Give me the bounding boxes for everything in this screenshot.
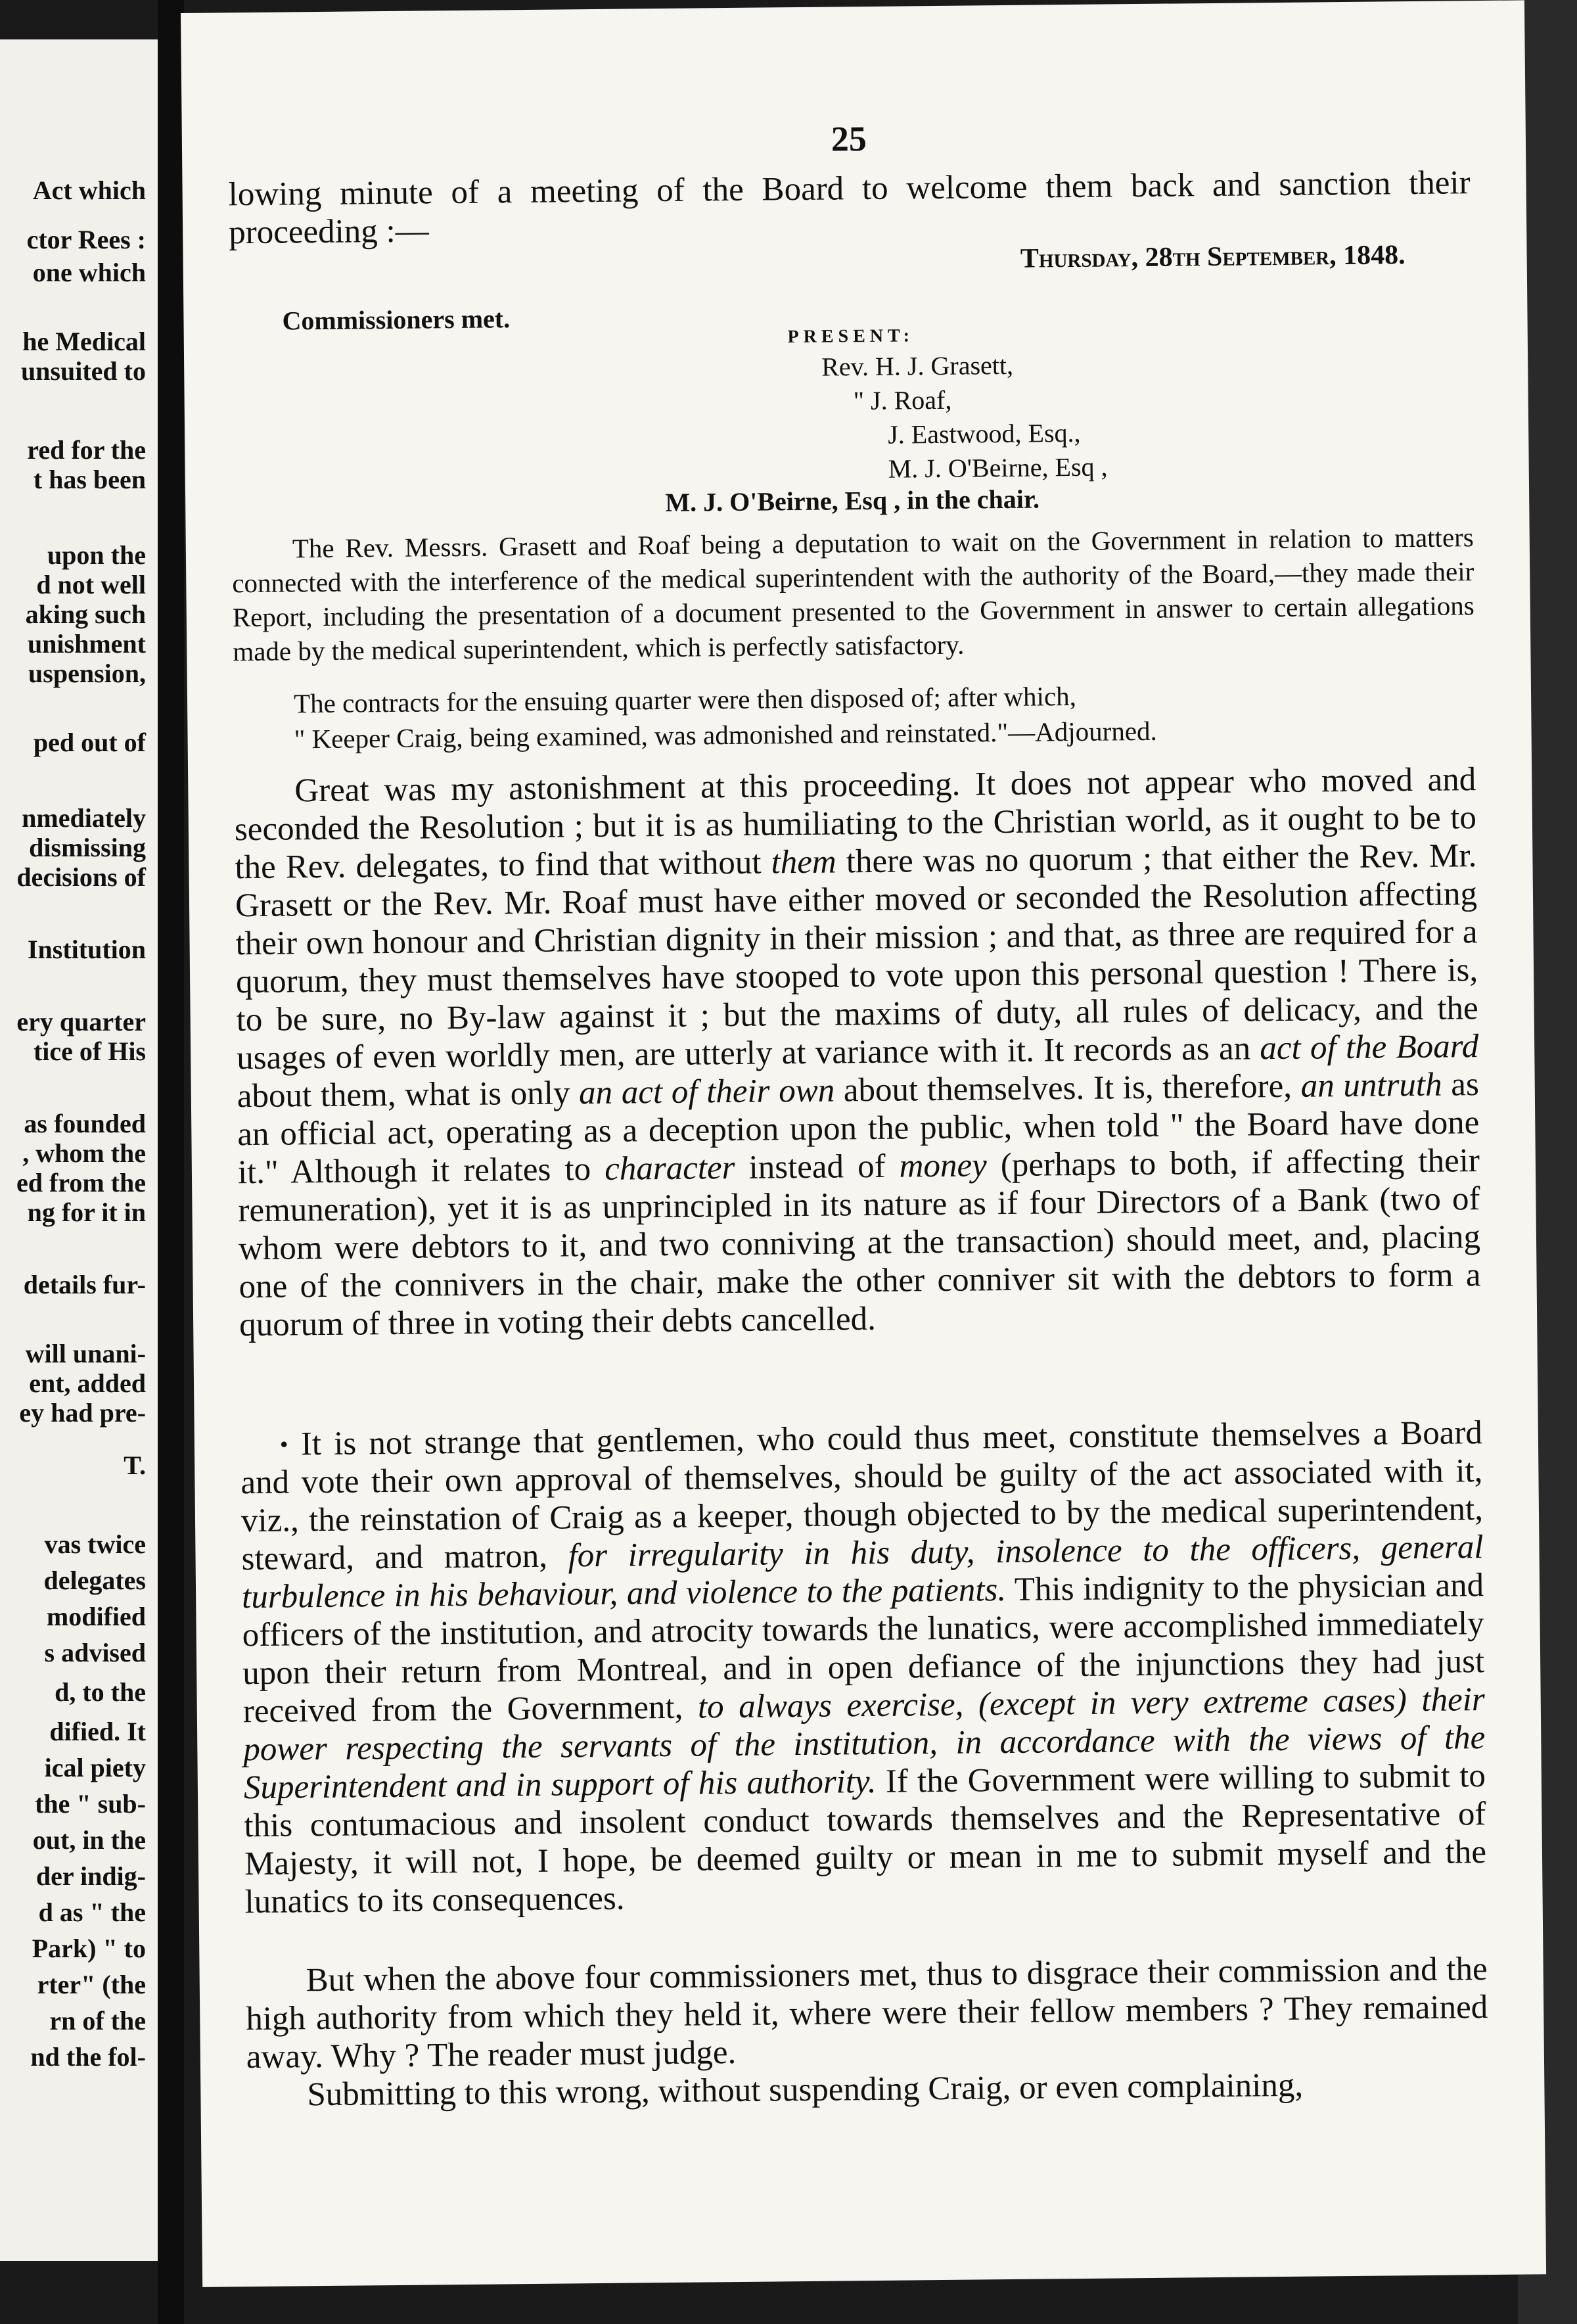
left-page-text-fragment: ent, added <box>29 1368 146 1398</box>
present-member: Rev. H. J. Grasett, <box>821 350 1014 382</box>
left-page-text-fragment: out, in the <box>32 1825 146 1855</box>
left-page-text-fragment: d not well <box>36 570 146 599</box>
present-list <box>821 348 1108 487</box>
left-page-text-fragment: Institution <box>27 935 146 964</box>
present-member: M. J. O'Beirne, Esq , <box>888 452 1108 484</box>
left-page-text-fragment: s advised <box>44 1638 146 1667</box>
left-page-text-fragment: dismissing <box>29 833 146 862</box>
left-page-text-fragment: modified <box>46 1602 146 1631</box>
left-page-text-fragment: ng for it in <box>27 1197 146 1227</box>
left-page-text-fragment: decisions of <box>16 862 146 892</box>
left-page-text-fragment: unsuited to <box>20 356 146 386</box>
left-page-text-fragment: one which <box>32 258 146 287</box>
left-page-text-fragment: nmediately <box>22 803 146 833</box>
left-page-text-fragment: tice of His <box>33 1036 146 1066</box>
present-member: J. Eastwood, Esq., <box>887 417 1081 450</box>
left-page-text-fragment: ical piety <box>44 1753 146 1782</box>
left-page-text-fragment: vas twice <box>44 1529 146 1559</box>
margin-mark: • <box>279 1431 288 1458</box>
left-page-text-fragment: , whom the <box>22 1138 146 1168</box>
left-page-text-fragment: Park) " to <box>32 1934 146 1963</box>
left-page-text-fragment: ery quarter <box>16 1007 146 1036</box>
left-page-text-fragment: red for the <box>27 435 146 465</box>
left-page-text-fragment: d as " the <box>38 1897 146 1927</box>
left-page-text-fragment: Act which <box>32 175 146 205</box>
present-member: " J. Roaf, <box>853 384 952 416</box>
book-gutter <box>158 0 184 2324</box>
page-number: 25 <box>831 118 867 159</box>
left-page-text-fragment: d, to the <box>55 1677 146 1707</box>
page-content <box>227 1 1488 2114</box>
left-page-text-fragment: nd the fol- <box>30 2042 146 2072</box>
left-page-text-fragment: ed from the <box>16 1168 146 1197</box>
left-page-text-fragment: t has been <box>33 465 146 494</box>
body-paragraph-2: • It is not strange that gentlemen, who could thus meet, constitute themselves a Board and vote their own approval of themselves, should be guilty of the act associated with it, viz., the reinstation of Craig as a keeper, though objected to by the medical superintendent, steward, and matron, for irregularity in his duty, insolence to the officers, general turbulence in his behaviour, and violence to the patients. This indignity to the physician and officers of the institution, and atrocity towards the lunatics, were accomplished immediately upon their return from Montreal, and in open defiance of the injunctions they had just received from the Government, to always exercise, (except in very extreme cases) their power respecting the servants of the institution, in accordance with the views of the Superintendent and in support of his authority. If the Government were willing to submit to this contumacious and insolent conduct towards themselves and the Representative of Majesty, it will not, I hope, be deemed guilty or mean in me to submit myself and the lunatics to its consequences. <box>240 1414 1487 1921</box>
minute-date: Thursday, 28th September, 1848. <box>1020 240 1406 274</box>
left-page-text-fragment: the " sub- <box>35 1789 146 1819</box>
book-page <box>181 0 1546 2287</box>
left-page-text-fragment: upon the <box>47 540 146 570</box>
left-page-text-fragment: uspension, <box>28 659 146 688</box>
chair-line: M. J. O'Beirne, Esq , in the chair. <box>665 484 1040 517</box>
commissioners-met: Commissioners met. <box>282 304 511 336</box>
left-page-text-fragment: ey had pre- <box>19 1398 146 1428</box>
left-page-text-fragment: as founded <box>24 1109 146 1138</box>
left-page-text-fragment: dified. It <box>49 1717 146 1746</box>
left-page-text-fragment: rter" (the <box>37 1970 146 1999</box>
minute-paragraph-1: The Rev. Messrs. Grasett and Roaf being a deputation to wait on the Government in relation to matters connected with the interference of the medical superintendent with the authority of the Board,—they made their Report, including the presentation of a document presented to the Government in answer to certain allegations made by the medical superintendent, which is perfectly satisfactory. <box>232 522 1474 667</box>
left-page-text-fragment: rn of the <box>49 2006 146 2035</box>
left-page-text-fragment: aking such <box>25 599 146 629</box>
left-page-text-fragment: T. <box>124 1451 146 1480</box>
left-page-text-fragment: ctor Rees : <box>26 225 146 254</box>
body-paragraph-4: Submitting to this wrong, without suspending Craig, or even complaining, <box>307 2066 1304 2114</box>
minute-paragraph-3: " Keeper Craig, being examined, was admonished and reinstated."—Adjourned. <box>294 715 1157 755</box>
left-page-text-fragment: he Medical <box>22 327 146 356</box>
present-heading: PRESENT: <box>787 325 915 348</box>
left-page-fragment <box>0 39 158 2261</box>
body-paragraph-3: But when the above four commissioners met, thus to disgrace their commission and the high authority from which they held it, where were their fellow members ? They remained away. Why ? The reader must judge. <box>246 1951 1488 2076</box>
left-page-text-fragment: delegates <box>43 1566 146 1595</box>
left-page-text-fragment: unishment <box>27 629 146 659</box>
left-page-text-fragment: will unani- <box>25 1339 146 1368</box>
body-paragraph-1: Great was my astonishment at this proceeding. It does not appear who moved and seconded the Resolution ; but it is as humiliating to the Christian world, as it ought to be to the Rev. delegates, to find that without them there was no quorum ; that either the Rev. Mr. Grasett or the Rev. Mr. Roaf must have either moved or seconded the Resolution affecting their own honour and Christian dignity in their mission ; and that, as three are required for a quorum, they must themselves have stooped to vote upon this personal question ! There is, to be sure, no By-law against it ; but the maxims of duty, all rules of delicacy, and the usages of even worldly men, are utterly at variance with it. It records as an act of the Board about them, what is only an act of their own about themselves. It is, therefore, an untruth as an official act, operating as a deception upon the public, when told " the Board have done it." Although it relates to character instead of money (perhaps to both, if affecting their remuneration), yet it is as unprincipled in its nature as if four Directors of a Bank (two of whom were debtors to it, and two conniving at the transaction) should meet, and, placing one of the connivers in the chair, make the other conniver sit with the debtors to form a quorum of three in voting their debts cancelled. <box>234 761 1481 1344</box>
left-page-text-fragment: details fur- <box>23 1270 146 1299</box>
minute-paragraph-2: The contracts for the ensuing quarter were then disposed of; after which, <box>293 680 1077 719</box>
left-page-text-fragment: der indig- <box>35 1861 146 1891</box>
opening-paragraph: lowing minute of a meeting of the Board to welcome them back and sanction their proceeding :— <box>228 164 1471 252</box>
left-page-text-fragment: ped out of <box>33 728 146 757</box>
